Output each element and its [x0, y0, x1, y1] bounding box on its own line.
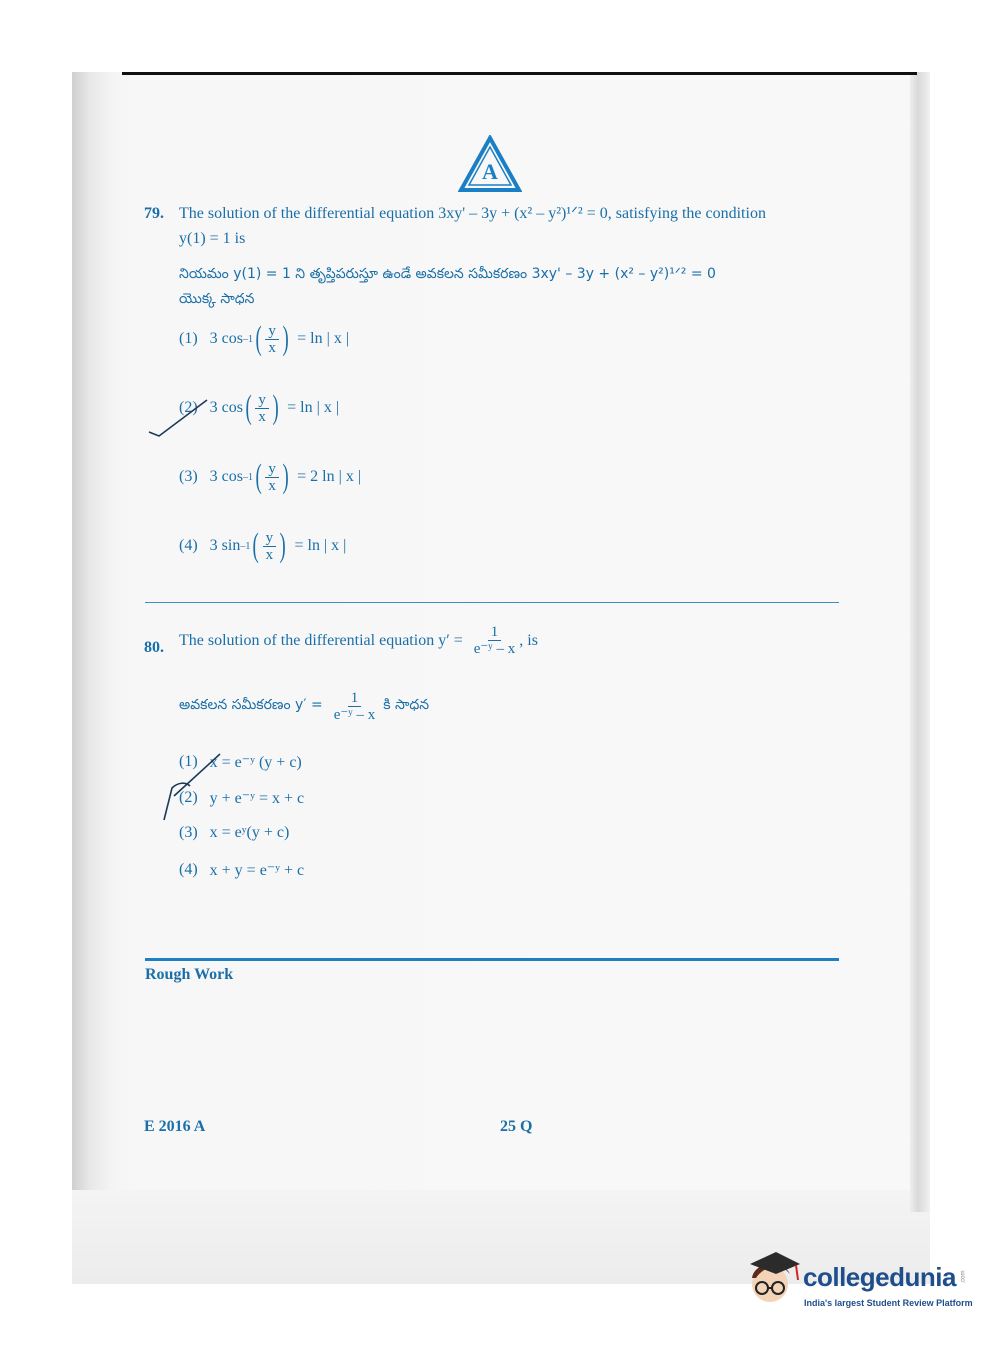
option-rhs: = ln | x | [287, 399, 340, 416]
q80-frac-den: e⁻ʸ – x [473, 641, 516, 657]
option-exponent: –1 [240, 540, 251, 552]
q79-option-3 [179, 460, 361, 494]
option-fraction [265, 461, 279, 494]
q79-telugu-line1: నియమం y(1) = 1 ని తృప్తిపరుస్తూ ఉండే అవకలన సమీకరణం 3xy' – 3y + (x² – y²)¹ᐟ² = 0 [179, 266, 716, 282]
q80-option-3 [179, 824, 289, 842]
option-fraction [255, 392, 269, 425]
right-paren: ) [282, 458, 289, 495]
tick-mark-q79 [145, 396, 215, 440]
right-paren: ) [282, 320, 289, 357]
option-func: 3 sin [209, 537, 241, 554]
option-exponent: –1 [242, 471, 253, 483]
question-divider [145, 602, 839, 603]
page-top-border [122, 72, 917, 75]
frac-den: x [258, 408, 266, 425]
frac-den: x [268, 477, 276, 494]
option-label: (1) [179, 753, 198, 770]
option-rhs: = ln | x | [294, 537, 347, 554]
q80-telugu-suffix: కి సాధన [383, 697, 430, 713]
option-text: x = eʸ(y + c) [209, 824, 290, 841]
option-rhs: = ln | x | [297, 330, 350, 347]
option-exponent: –1 [242, 333, 253, 345]
q80-number: 80. [144, 639, 164, 656]
option-fraction [263, 530, 277, 563]
q80-telugu-fraction [331, 690, 379, 723]
q79-telugu-line2: యొక్క సాధన [179, 291, 255, 307]
q80-telugu-frac-num: 1 [348, 690, 362, 707]
q80-telugu [179, 690, 429, 723]
frac-num: y [265, 461, 279, 478]
left-paren: ( [255, 458, 262, 495]
footer-page-number: 25 Q [500, 1118, 533, 1135]
option-func: 3 cos [209, 330, 243, 347]
frac-num: y [265, 323, 279, 340]
q80-english [179, 624, 538, 657]
frac-den: x [268, 339, 276, 356]
frac-num: y [263, 530, 277, 547]
rough-work-rule [145, 958, 839, 961]
q80-fraction [471, 624, 519, 657]
option-fraction [265, 323, 279, 356]
exam-code-badge [458, 135, 522, 193]
frac-num: y [255, 392, 269, 409]
q79-english-line2: y(1) = 1 is [179, 230, 246, 247]
collegedunia-dotcom: .com [960, 1270, 967, 1284]
right-paren: ) [279, 527, 286, 564]
option-func: 3 cos [209, 468, 243, 485]
left-paren: ( [252, 527, 260, 564]
q80-telugu-frac-den: e⁻ʸ – x [333, 707, 376, 723]
option-label: (3) [179, 468, 198, 485]
footer-code: E 2016 A [144, 1118, 206, 1135]
tick-mark-q80 [160, 752, 230, 824]
option-text: x = e⁻ʸ (y + c) [209, 754, 302, 771]
option-label: (2) [179, 399, 198, 416]
option-func: 3 cos [209, 399, 243, 416]
left-paren: ( [245, 389, 252, 426]
q80-english-text: The solution of the differential equation y′ = [179, 631, 463, 649]
q80-frac-num: 1 [488, 624, 502, 641]
option-label: (4) [179, 861, 198, 878]
option-label: (3) [179, 824, 198, 841]
right-paren: ) [272, 389, 279, 426]
collegedunia-logo-text: collegedunia [803, 1262, 956, 1292]
q79-option-4 [179, 529, 346, 563]
q80-telugu-prefix: అవకలన సమీకరణం y′ = [179, 697, 323, 713]
frac-den: x [265, 546, 274, 563]
collegedunia-tagline: India's largest Student Review Platform [804, 1298, 973, 1308]
q80-english-tail: , is [519, 631, 538, 649]
option-text: x + y = e⁻ʸ + c [209, 862, 305, 879]
option-rhs: = 2 ln | x | [297, 468, 362, 485]
q80-option-4 [179, 860, 304, 880]
option-text: y + e⁻ʸ = x + c [209, 790, 305, 807]
rough-work-heading: Rough Work [145, 966, 234, 983]
option-label: (2) [179, 789, 198, 806]
collegedunia-mascot-icon [742, 1248, 804, 1310]
badge-letter: A [482, 159, 498, 184]
option-label: (1) [179, 330, 198, 347]
left-paren: ( [255, 320, 262, 357]
q79-number: 79. [144, 205, 164, 222]
page-edge [910, 72, 930, 1212]
option-label: (4) [179, 537, 198, 554]
q79-english-line1: The solution of the differential equation 3xy' – 3y + (x² – y²)¹ᐟ² = 0, satisfying the condition [179, 205, 766, 222]
scanned-page [72, 72, 930, 1284]
q79-option-1 [179, 322, 349, 356]
